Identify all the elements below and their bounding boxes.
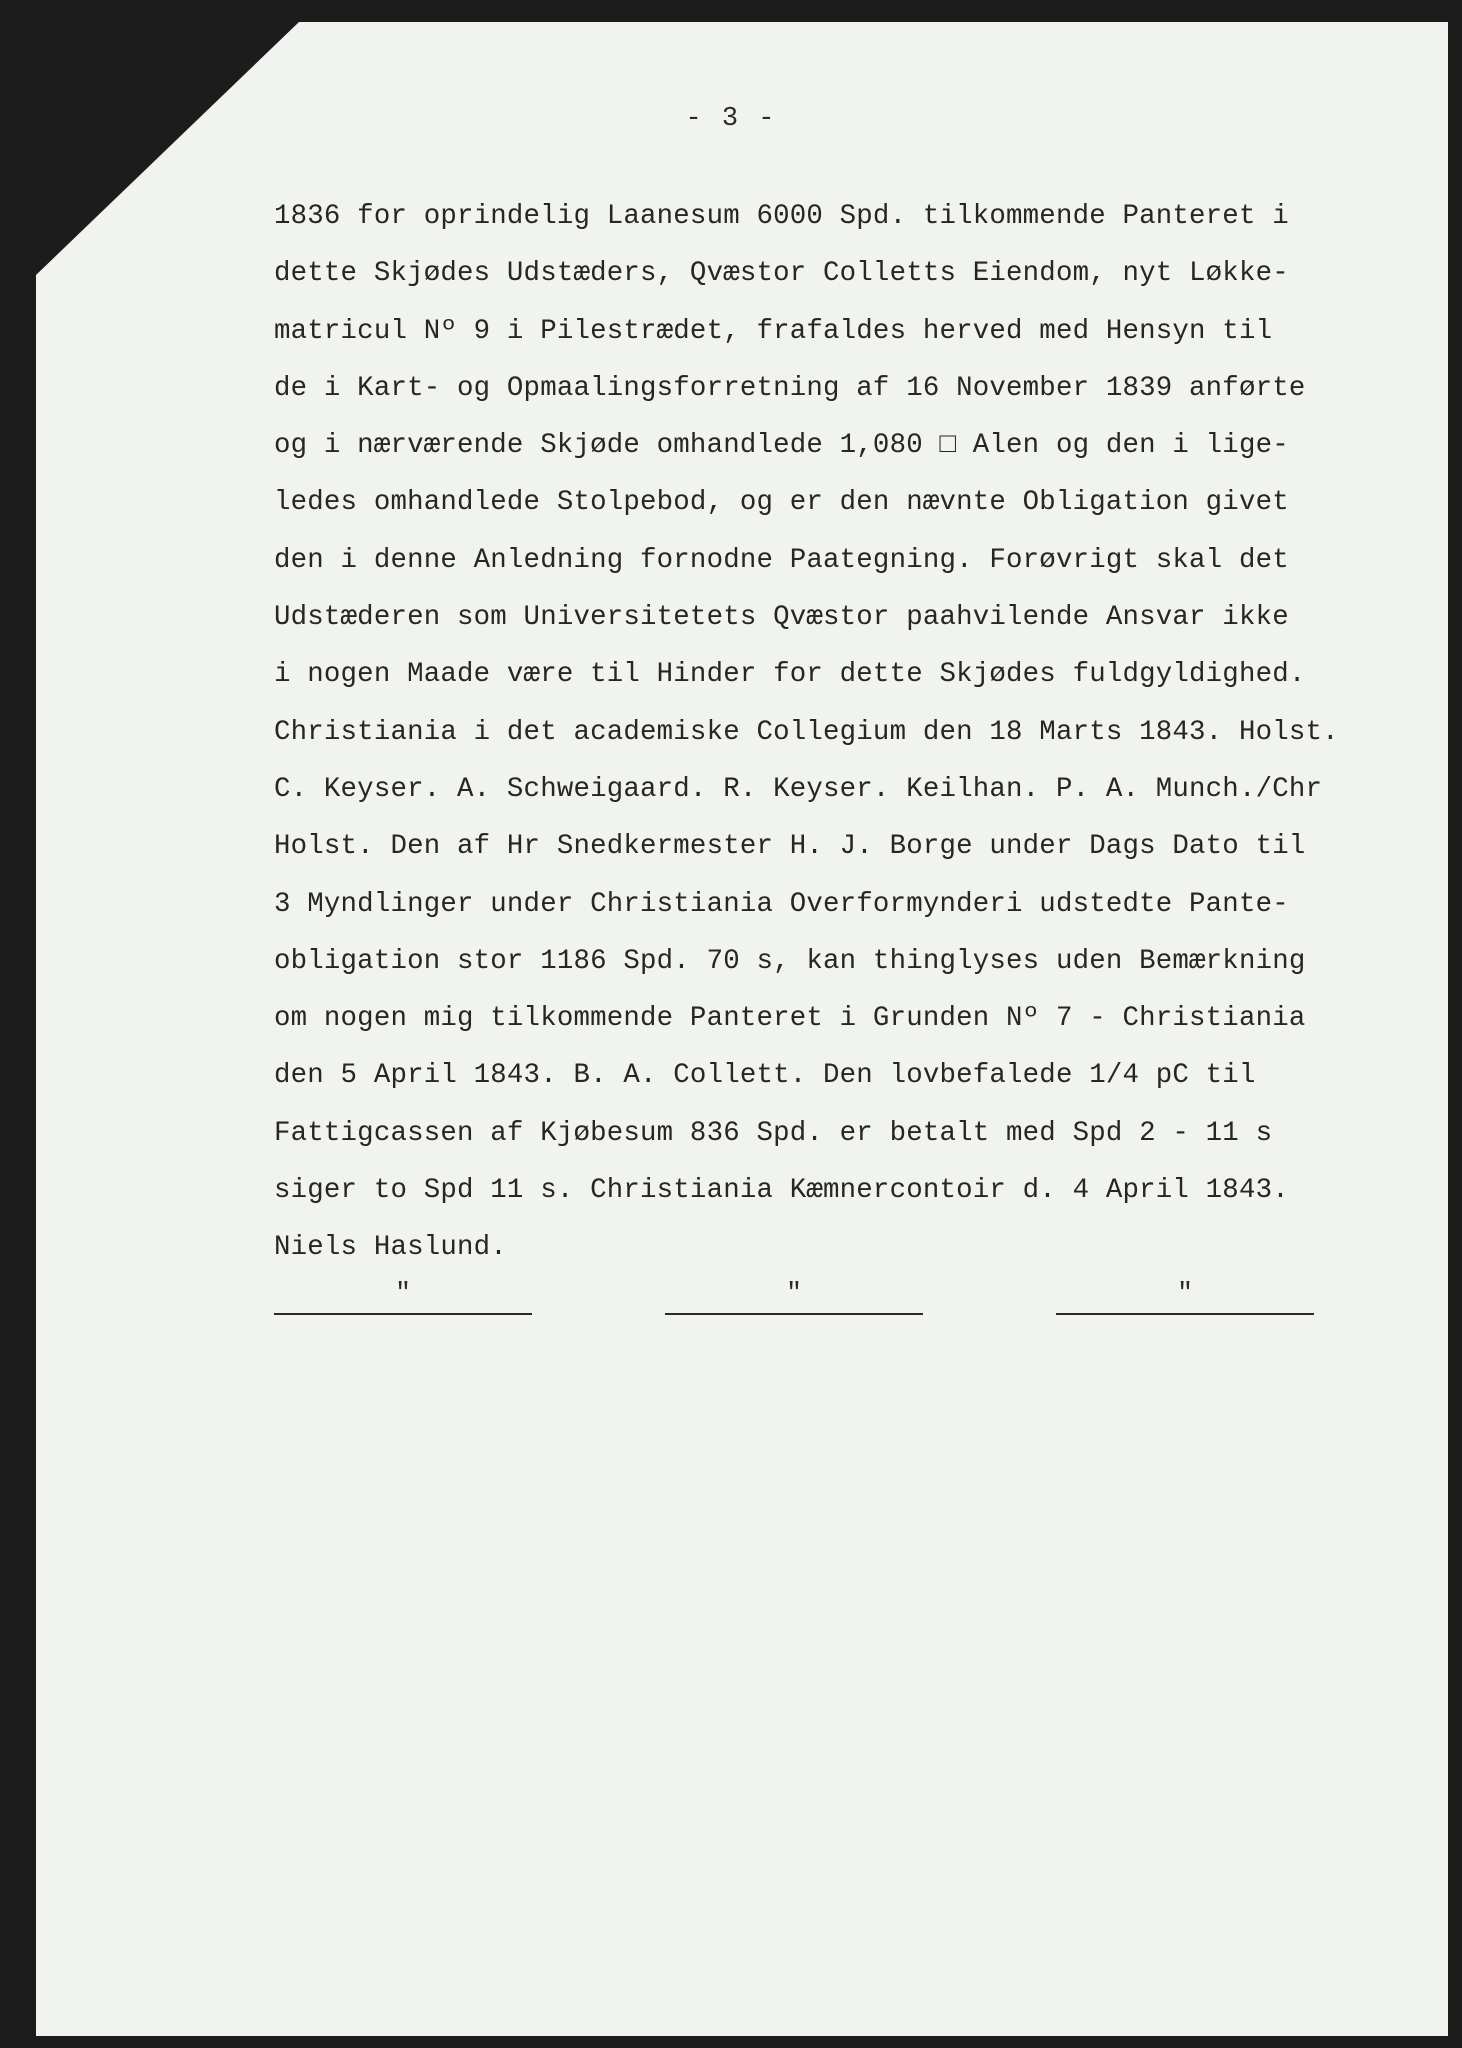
page-number: - 3 - (685, 104, 777, 134)
signature-line (274, 1313, 532, 1315)
signature-ditto-mark: " (395, 1278, 411, 1308)
text-line: 1836 for oprindelig Laanesum 6000 Spd. tilkommende Panteret i (274, 201, 1289, 232)
text-line: de i Kart- og Opmaalingsforretning af 16 November 1839 anførte (274, 372, 1306, 404)
text-line: den i denne Anledning fornodne Paategning. Forøvrigt skal det (274, 544, 1289, 576)
text-line: obligation stor 1186 Spd. 70 s, kan thinglyses uden Bemærkning (274, 945, 1306, 977)
text-line: om nogen mig tilkommende Panteret i Grunden Nº 7 - Christiania (274, 1003, 1306, 1035)
text-line: 3 Myndlinger under Christiania Overformynderi udstedte Pante- (274, 888, 1289, 920)
document-body (274, 188, 1339, 1277)
text-line: den 5 April 1843. B. A. Collett. Den lovbefalede 1/4 pC til (274, 1060, 1256, 1092)
text-line: Fattigcassen af Kjøbesum 836 Spd. er betalt med Spd 2 - 11 s (274, 1117, 1273, 1149)
signature-ditto-mark: " (1177, 1278, 1193, 1308)
text-line: dette Skjødes Udstæders, Qvæstor Colletts Eiendom, nyt Løkke- (274, 258, 1289, 290)
text-line: Holst. Den af Hr Snedkermester H. J. Borge under Dags Dato til (274, 831, 1306, 863)
signature-line (1056, 1313, 1314, 1315)
text-line: i nogen Maade være til Hinder for dette Skjødes fuldgyldighed. (274, 659, 1306, 691)
text-line: Niels Haslund. (274, 1232, 507, 1264)
text-line: og i nærværende Skjøde omhandlede 1,080 □ Alen og den i lige- (274, 430, 1289, 462)
text-line: Udstæderen som Universitetets Qvæstor paahvilende Ansvar ikke (274, 602, 1289, 634)
text-line: C. Keyser. A. Schweigaard. R. Keyser. Keilhan. P. A. Munch./Chr (274, 773, 1323, 805)
text-line: Christiania i det academiske Collegium den 18 Marts 1843. Holst. (274, 716, 1339, 748)
text-line: siger to Spd 11 s. Christiania Kæmnercontoir d. 4 April 1843. (274, 1175, 1289, 1207)
signature-line (665, 1313, 923, 1315)
text-line: matricul Nº 9 i Pilestrædet, frafaldes herved med Hensyn til (274, 315, 1273, 347)
text-line: ledes omhandlede Stolpebod, og er den nævnte Obligation givet (274, 487, 1289, 519)
signature-ditto-mark: " (786, 1278, 802, 1308)
